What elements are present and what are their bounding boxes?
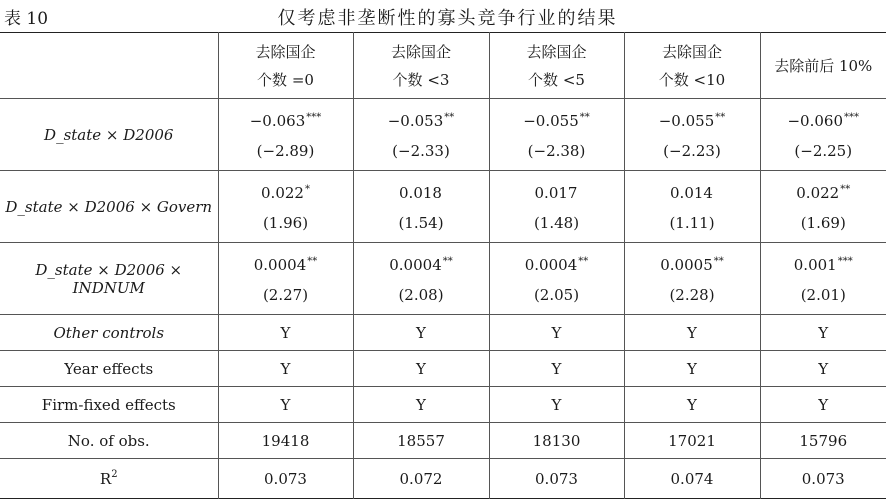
value-cell: Y [489, 387, 624, 423]
coef-cell: 0.0004** (2.27) [218, 243, 353, 315]
coef-cell: 0.0005** (2.28) [624, 243, 760, 315]
coef-cell: 0.0004** (2.05) [489, 243, 624, 315]
coef-row-state-d2006 [0, 99, 886, 171]
coef-cell: 0.014 (1.11) [624, 171, 760, 243]
header-cell: 去除前后 10% [760, 33, 886, 99]
value-cell: Y [760, 387, 886, 423]
coef-cell: 0.018 (1.54) [353, 171, 489, 243]
row-other-controls [0, 315, 886, 351]
row-label: Other controls [53, 323, 165, 342]
results-table [0, 32, 886, 499]
row-label: D_state × D2006 × Govern [5, 197, 213, 216]
value-cell: 15796 [760, 423, 886, 459]
value-cell: 0.073 [489, 459, 624, 499]
coef-cell: 0.022* (1.96) [218, 171, 353, 243]
value-cell: Y [760, 351, 886, 387]
row-firm-fixed-effects [0, 387, 886, 423]
coef-cell: 0.022** (1.69) [760, 171, 886, 243]
value-cell: Y [218, 387, 353, 423]
value-cell: Y [624, 315, 760, 351]
value-cell: Y [353, 387, 489, 423]
value-cell: 0.073 [760, 459, 886, 499]
value-cell: Y [624, 387, 760, 423]
value-cell: 18557 [353, 423, 489, 459]
coef-row-govern [0, 171, 886, 243]
value-cell: Y [489, 315, 624, 351]
row-label: Firm-fixed effects [41, 395, 176, 414]
row-r-squared [0, 459, 886, 499]
coef-cell: 0.001*** (2.01) [760, 243, 886, 315]
coef-cell: −0.055** (−2.23) [624, 99, 760, 171]
value-cell: Y [624, 351, 760, 387]
row-label: D_state × D2006 [44, 125, 174, 144]
header-cell: 去除国企 个数 <3 [353, 33, 489, 99]
value-cell: 19418 [218, 423, 353, 459]
value-cell: 17021 [624, 423, 760, 459]
value-cell: 0.073 [218, 459, 353, 499]
row-label: Year effects [64, 359, 154, 378]
value-cell: 0.074 [624, 459, 760, 499]
value-cell: 0.072 [353, 459, 489, 499]
header-row [0, 33, 886, 99]
value-cell: Y [760, 315, 886, 351]
header-cell: 去除国企 个数 <5 [489, 33, 624, 99]
header-empty-cell [0, 33, 218, 99]
value-cell: 18130 [489, 423, 624, 459]
table-caption [0, 0, 895, 30]
coef-cell: 0.0004** (2.08) [353, 243, 489, 315]
row-year-effects [0, 351, 886, 387]
value-cell: Y [353, 351, 489, 387]
coef-cell: −0.055** (−2.38) [489, 99, 624, 171]
row-label: No. of obs. [67, 431, 150, 450]
coef-row-indnum [0, 243, 886, 315]
coef-cell: 0.017 (1.48) [489, 171, 624, 243]
coef-cell: −0.060*** (−2.25) [760, 99, 886, 171]
row-label: $R^2$ [99, 469, 118, 488]
header-cell: 去除国企 个数 =0 [218, 33, 353, 99]
table-number: 表 10 [4, 9, 49, 29]
value-cell: Y [489, 351, 624, 387]
value-cell: Y [353, 315, 489, 351]
header-cell: 去除国企 个数 <10 [624, 33, 760, 99]
value-cell: Y [218, 315, 353, 351]
value-cell: Y [218, 351, 353, 387]
coef-cell: −0.063*** (−2.89) [218, 99, 353, 171]
table-title: 仅考虑非垄断性的寡头竞争行业的结果 [277, 8, 618, 29]
row-label: D_state × D2006 × INDNUM [35, 260, 183, 297]
coef-cell: −0.053** (−2.33) [353, 99, 489, 171]
row-num-obs [0, 423, 886, 459]
